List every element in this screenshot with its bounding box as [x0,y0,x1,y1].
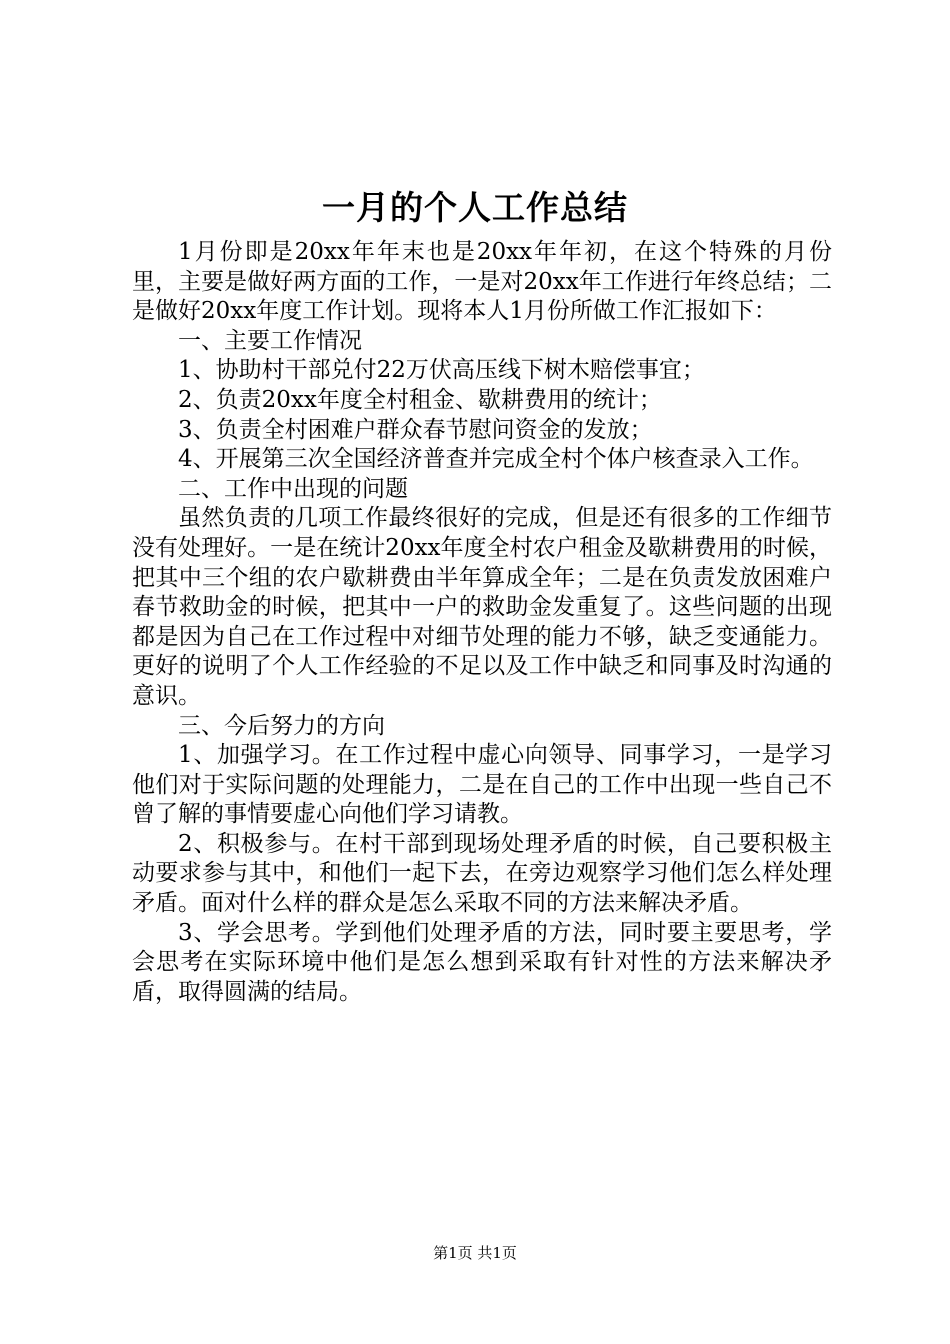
document-body [132,238,832,1007]
document-title: 一月的个人工作总结 [322,188,628,227]
list-item-work-2: 2、负责20xx年度全村租金、歇耕费用的统计； [178,386,662,413]
paragraph-intro: 1月份即是20xx年年末也是20xx年年初，在这个特殊的月份里，主要是做好两方面的工作，一是对20xx年工作进行年终总结；二是做好20xx年度工作计划。现将本人1月份所做工作汇报如下： [132,239,832,325]
list-item-direction-1: 1、加强学习。在工作过程中虚心向领导、同事学习，一是学习他们对于实际问题的处理能力，二是在自己的工作中出现一些自己不曾了解的事情要虚心向他们学习请教。 [132,742,832,828]
section-heading-direction: 三、今后努力的方向 [178,712,385,739]
list-item-direction-3: 3、学会思考。学到他们处理矛盾的方法，同时要主要思考，学会思考在实际环境中他们是怎么想到采取有针对性的方法来解决矛盾，取得圆满的结局。 [132,919,832,1005]
list-item-work-3: 3、负责全村困难户群众春节慰问资金的发放； [178,416,653,443]
section-heading-problems: 二、工作中出现的问题 [178,475,408,502]
list-item-direction-2: 2、积极参与。在村干部到现场处理矛盾的时候，自己要积极主动要求参与其中，和他们一起下去，在旁边观察学习他们怎么样处理矛盾。面对什么样的群众是怎么采取不同的方法来解决矛盾。 [132,830,832,917]
page-footer: 第1页 共1页 [433,1244,517,1262]
list-item-work-4: 4、开展第三次全国经济普查并完成全村个体户核查录入工作。 [178,446,814,473]
list-item-work-1: 1、协助村干部兑付22万伏高压线下树木赔偿事宜； [178,357,705,384]
section-heading-main-work: 一、主要工作情况 [178,327,362,354]
paragraph-problems: 虽然负责的几项工作最终很好的完成，但是还有很多的工作细节没有处理好。一是在统计20xx年度全村农户租金及歇耕费用的时候，把其中三个组的农户歇耕费由半年算成全年；二是在负责发放困难户春节救助金的时候，把其中一户的救助金发重复了。这些问题的出现都是因为自己在工作过程中对细节处理的能力不够，缺乏变通能力。更好的说明了个人工作经验的不足以及工作中缺乏和同事及时沟通的意识。 [132,505,832,709]
